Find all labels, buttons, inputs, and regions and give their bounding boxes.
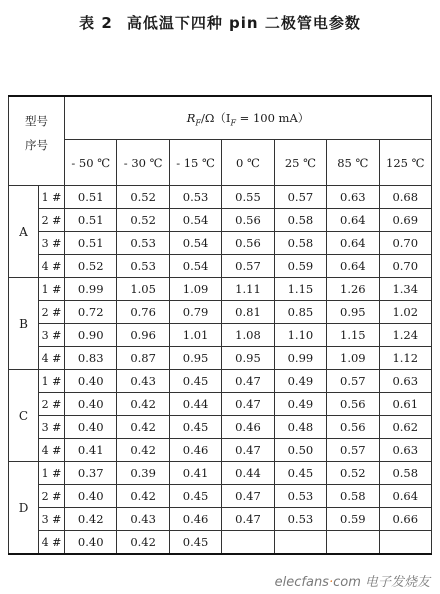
table-row [9, 278, 432, 301]
resistance-value: 0.49 [274, 370, 326, 393]
resistance-value: 1.08 [222, 324, 274, 347]
table-row [9, 370, 432, 393]
resistance-value: 0.51 [65, 209, 117, 232]
resistance-value: 0.54 [169, 255, 221, 278]
resistance-value: 0.56 [222, 209, 274, 232]
serial-number: 3 # [39, 324, 65, 347]
resistance-value: 0.63 [379, 370, 431, 393]
param-cond-rest: = 100 mA） [236, 110, 310, 125]
model-group-label: A [9, 186, 39, 278]
resistance-value: 0.64 [327, 232, 379, 255]
temperature-header: - 50 ℃ [65, 140, 117, 186]
resistance-value: 0.81 [222, 301, 274, 324]
resistance-value: 0.51 [65, 186, 117, 209]
resistance-value: 0.52 [117, 209, 169, 232]
serial-number: 3 # [39, 416, 65, 439]
serial-number: 3 # [39, 508, 65, 531]
resistance-value: 0.39 [117, 462, 169, 485]
resistance-value: 0.70 [379, 255, 431, 278]
temperature-header: - 30 ℃ [117, 140, 169, 186]
resistance-value: 0.40 [65, 416, 117, 439]
resistance-value: 1.09 [327, 347, 379, 370]
table-row [9, 462, 432, 485]
resistance-value: 0.57 [327, 370, 379, 393]
resistance-value [379, 531, 431, 555]
resistance-value: 0.57 [222, 255, 274, 278]
resistance-value: 0.64 [327, 255, 379, 278]
resistance-value: 0.47 [222, 393, 274, 416]
resistance-value: 0.99 [274, 347, 326, 370]
resistance-value: 0.69 [379, 209, 431, 232]
resistance-value: 0.53 [274, 485, 326, 508]
resistance-value: 0.53 [274, 508, 326, 531]
serial-number: 1 # [39, 278, 65, 301]
resistance-value: 0.45 [169, 370, 221, 393]
resistance-value: 1.15 [274, 278, 326, 301]
resistance-value: 0.45 [169, 485, 221, 508]
table-title [0, 12, 440, 33]
resistance-value: 0.41 [169, 462, 221, 485]
resistance-value [222, 531, 274, 555]
resistance-value: 0.95 [222, 347, 274, 370]
resistance-value: 0.45 [169, 531, 221, 555]
table-row [9, 416, 432, 439]
resistance-value: 0.54 [169, 209, 221, 232]
resistance-value: 0.53 [117, 232, 169, 255]
resistance-value: 0.48 [274, 416, 326, 439]
serial-number: 2 # [39, 301, 65, 324]
resistance-value: 1.34 [379, 278, 431, 301]
resistance-value: 0.43 [117, 370, 169, 393]
resistance-value: 0.58 [274, 209, 326, 232]
parameter-table [8, 95, 432, 555]
resistance-value: 1.24 [379, 324, 431, 347]
serial-number: 2 # [39, 393, 65, 416]
resistance-value: 0.42 [117, 485, 169, 508]
corner-label-model: 型号 [25, 114, 48, 128]
table-title-text: 高低温下四种 pin 二极管电参数 [126, 14, 361, 32]
serial-number: 4 # [39, 531, 65, 555]
temperature-header: - 15 ℃ [169, 140, 221, 186]
resistance-value: 1.02 [379, 301, 431, 324]
resistance-value: 0.45 [169, 416, 221, 439]
resistance-value: 0.53 [117, 255, 169, 278]
resistance-value: 1.26 [327, 278, 379, 301]
resistance-value: 0.57 [274, 186, 326, 209]
resistance-value: 0.43 [117, 508, 169, 531]
resistance-value: 0.52 [117, 186, 169, 209]
param-unit: /Ω [200, 110, 215, 125]
model-group-label: B [9, 278, 39, 370]
table-row [9, 485, 432, 508]
table-row [9, 301, 432, 324]
table-row [9, 508, 432, 531]
resistance-value: 1.05 [117, 278, 169, 301]
temperature-header-row [9, 140, 432, 186]
temperature-header: 85 ℃ [327, 140, 379, 186]
resistance-value: 0.47 [222, 439, 274, 462]
resistance-value: 0.52 [65, 255, 117, 278]
table-row [9, 439, 432, 462]
serial-number: 4 # [39, 439, 65, 462]
resistance-value: 0.56 [327, 393, 379, 416]
resistance-value: 0.76 [117, 301, 169, 324]
resistance-value: 0.40 [65, 370, 117, 393]
serial-number: 1 # [39, 462, 65, 485]
resistance-value: 0.58 [327, 485, 379, 508]
resistance-value: 0.42 [117, 416, 169, 439]
resistance-value: 0.70 [379, 232, 431, 255]
resistance-value: 0.87 [117, 347, 169, 370]
watermark [275, 571, 430, 590]
resistance-value: 1.11 [222, 278, 274, 301]
param-symbol: R [186, 110, 196, 125]
param-cond-sub: F [230, 117, 236, 127]
resistance-value: 0.51 [65, 232, 117, 255]
resistance-value: 0.95 [169, 347, 221, 370]
resistance-value: 0.40 [65, 531, 117, 555]
resistance-value: 0.49 [274, 393, 326, 416]
resistance-value: 0.58 [379, 462, 431, 485]
table-row [9, 324, 432, 347]
temperature-header: 0 ℃ [222, 140, 274, 186]
resistance-value: 0.83 [65, 347, 117, 370]
resistance-value: 0.46 [169, 439, 221, 462]
resistance-value: 0.47 [222, 508, 274, 531]
serial-number: 4 # [39, 255, 65, 278]
model-group-label: C [9, 370, 39, 462]
serial-number: 2 # [39, 485, 65, 508]
resistance-value [327, 531, 379, 555]
resistance-value: 0.64 [327, 209, 379, 232]
resistance-value: 0.41 [65, 439, 117, 462]
resistance-value: 0.72 [65, 301, 117, 324]
table-row [9, 186, 432, 209]
param-sub: F [195, 117, 201, 127]
resistance-value: 0.64 [379, 485, 431, 508]
resistance-value: 0.42 [117, 531, 169, 555]
serial-number: 1 # [39, 186, 65, 209]
resistance-value: 0.58 [274, 232, 326, 255]
resistance-value: 0.59 [327, 508, 379, 531]
watermark-dot: · [328, 575, 334, 590]
table-row [9, 232, 432, 255]
resistance-value: 0.46 [169, 508, 221, 531]
resistance-value: 0.45 [274, 462, 326, 485]
table-row [9, 531, 432, 555]
resistance-value: 1.10 [274, 324, 326, 347]
resistance-value: 0.68 [379, 186, 431, 209]
table-row [9, 255, 432, 278]
corner-header [9, 96, 65, 186]
resistance-value: 0.96 [117, 324, 169, 347]
resistance-value: 0.47 [222, 370, 274, 393]
parameter-header [65, 96, 432, 140]
serial-number: 1 # [39, 370, 65, 393]
watermark-suffix: com 电子发烧友 [333, 575, 430, 590]
resistance-value: 1.15 [327, 324, 379, 347]
resistance-value: 0.55 [222, 186, 274, 209]
watermark-text: elecfans [274, 575, 329, 590]
resistance-value: 0.42 [117, 393, 169, 416]
resistance-value: 0.99 [65, 278, 117, 301]
serial-number: 4 # [39, 347, 65, 370]
corner-label-serial: 序号 [25, 138, 48, 152]
model-group-label: D [9, 462, 39, 555]
resistance-value: 0.62 [379, 416, 431, 439]
resistance-value: 0.37 [65, 462, 117, 485]
temperature-header: 25 ℃ [274, 140, 326, 186]
resistance-value: 1.09 [169, 278, 221, 301]
resistance-value: 0.63 [379, 439, 431, 462]
resistance-value: 0.42 [65, 508, 117, 531]
resistance-value: 1.12 [379, 347, 431, 370]
resistance-value: 0.50 [274, 439, 326, 462]
serial-number: 3 # [39, 232, 65, 255]
resistance-value: 0.46 [222, 416, 274, 439]
resistance-value: 0.40 [65, 485, 117, 508]
table-row [9, 209, 432, 232]
resistance-value: 0.90 [65, 324, 117, 347]
resistance-value: 0.57 [327, 439, 379, 462]
temperature-header: 125 ℃ [379, 140, 431, 186]
resistance-value: 0.42 [117, 439, 169, 462]
resistance-value: 0.40 [65, 393, 117, 416]
param-cond-open: （I [214, 110, 231, 125]
resistance-value: 0.66 [379, 508, 431, 531]
resistance-value: 0.95 [327, 301, 379, 324]
resistance-value: 0.44 [222, 462, 274, 485]
resistance-value: 0.59 [274, 255, 326, 278]
resistance-value: 0.44 [169, 393, 221, 416]
resistance-value: 0.56 [327, 416, 379, 439]
resistance-value: 0.56 [222, 232, 274, 255]
resistance-value: 0.85 [274, 301, 326, 324]
resistance-value: 0.52 [327, 462, 379, 485]
table-row [9, 347, 432, 370]
resistance-value: 1.01 [169, 324, 221, 347]
resistance-value: 0.63 [327, 186, 379, 209]
serial-number: 2 # [39, 209, 65, 232]
resistance-value: 0.47 [222, 485, 274, 508]
resistance-value [274, 531, 326, 555]
resistance-value: 0.79 [169, 301, 221, 324]
table-row [9, 393, 432, 416]
resistance-value: 0.54 [169, 232, 221, 255]
table-number: 表 2 [79, 14, 113, 32]
resistance-value: 0.53 [169, 186, 221, 209]
resistance-value: 0.61 [379, 393, 431, 416]
